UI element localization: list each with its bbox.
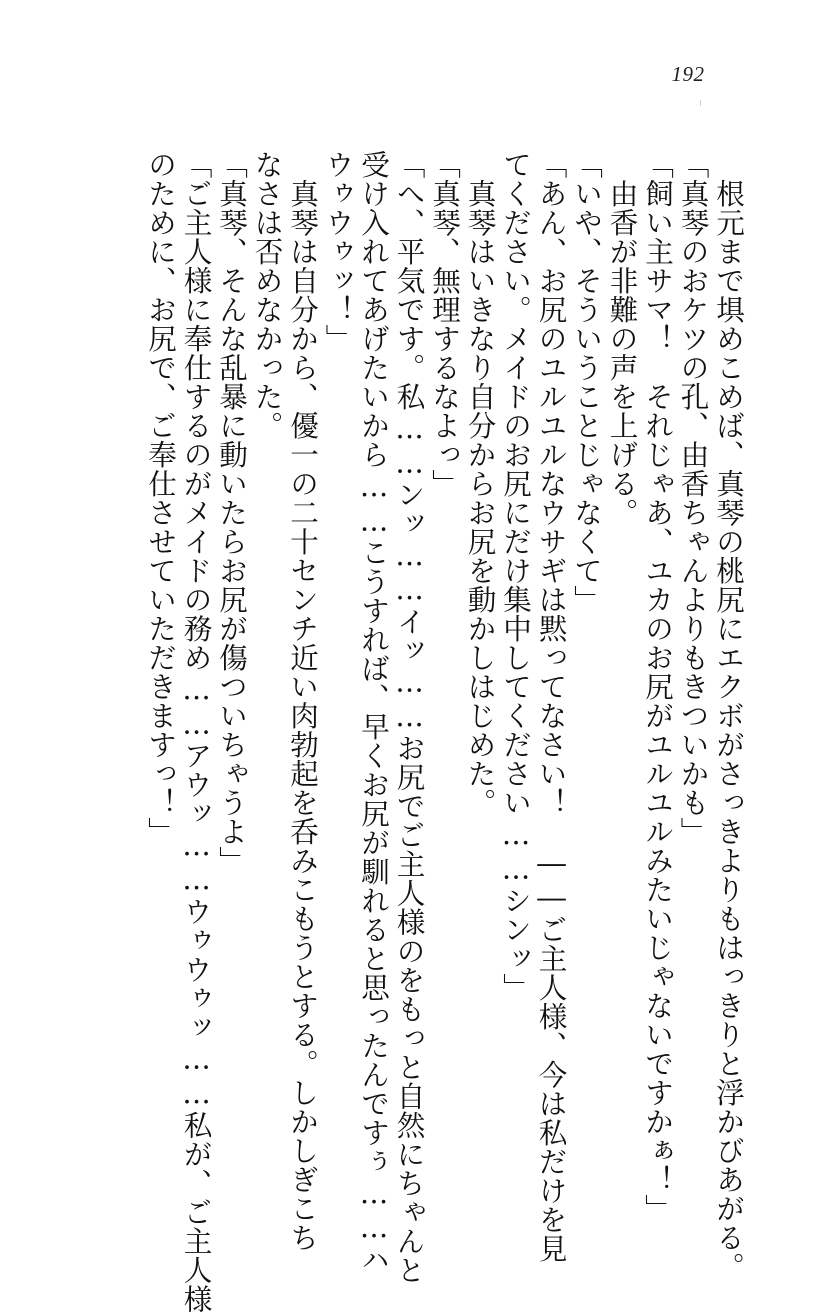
- text-line: ウゥウゥッ！」: [321, 150, 356, 353]
- text-line: のために、お尻で、ご奉仕させていただきますっ！」: [144, 150, 178, 846]
- text-line: てください。メイドのお尻にだけ集中してください……シンッ」: [499, 150, 533, 1002]
- vertical-text-body: [143, 150, 747, 1313]
- text-line: 「真琴のおケツの孔、由香ちゃんよりもきついかも」: [676, 150, 711, 846]
- text-line: 「ご主人様に奉仕するのがメイドの務め……アウッ……ウゥウゥッ……私が、ご主人様: [179, 150, 214, 1313]
- text-line: 根元まで埧めこめば、真琴の桃尻にエクボがさっきよりもはっきりと浮かびあがる。: [712, 150, 746, 1281]
- text-line: 受け入れてあげたいから……こうすれば、早くお尻が馴れると思ったんですぅ……ハ: [357, 150, 391, 1274]
- text-line: 「真琴、そんな乱暴に動いたらお尻が傷ついちゃうよ」: [215, 150, 249, 875]
- text-line: 「へ、平気です。私……ンッ……イッ……お尻でご主人様のをもっと自然にちゃんと: [392, 150, 427, 1285]
- text-line: 真琴はいきなり自分からお尻を動かしはじめた。: [463, 150, 498, 817]
- text-line: 真琴は自分から、優一の二十センチ近い肉勃起を呑みこもうとする。しかしぎこち: [286, 150, 320, 1252]
- header-rule: [700, 100, 701, 106]
- text-line: 由香が非難の声を上げる。: [605, 150, 640, 527]
- text-line: 「いや、そういうことじゃなくて」: [570, 150, 604, 614]
- text-line: 「飼い主サマ！ それじゃあ、ユカのお尻がユルユルみたいじゃないですかぁ！」: [641, 150, 675, 1223]
- text-line: 「あん、お尻のユルユルなウサギは黙ってなさい！ ――ご主人様、今は私だけを見: [534, 150, 569, 1263]
- text-line: 「真琴、無理するなよっ」: [428, 150, 462, 498]
- page-number: 192: [671, 62, 705, 86]
- text-line: なさは否めなかった。: [250, 150, 285, 440]
